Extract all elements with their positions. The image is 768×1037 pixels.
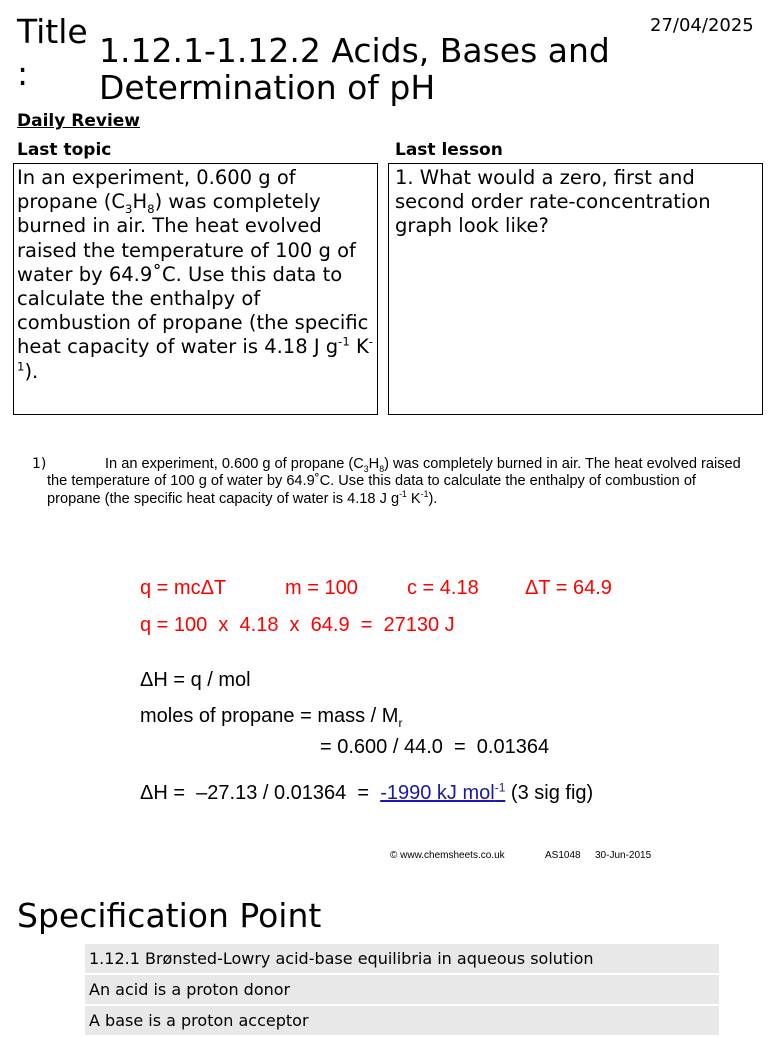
- topic-sub-2: 8: [147, 202, 155, 217]
- question-number: 1): [32, 456, 47, 472]
- footer-date: 30-Jun-2015: [595, 850, 652, 861]
- answer-sup: -1: [494, 780, 506, 795]
- sig-fig-note: (3 sig fig): [505, 782, 594, 804]
- question-text: [47, 456, 747, 508]
- title-colon: :: [17, 54, 29, 93]
- moles-sub: r: [398, 716, 403, 730]
- q-sub-1: 3: [363, 463, 369, 474]
- q-text-5: ).: [428, 490, 438, 507]
- lesson-date: 27/04/2025: [650, 15, 754, 36]
- topic-text-3: ) was completely burned in air. The heat evolved raised the temperature of 100 g of water by 64.9˚C. Use this data to calculate the enthalpy of combustion of propane (the specific heat capacity of water is 4.18 J g: [17, 190, 369, 359]
- equation-mass: m = 100: [285, 577, 358, 599]
- title-label: Title: [17, 12, 88, 51]
- last-topic-question-box: [13, 163, 378, 415]
- equation-specific-heat: c = 4.18: [407, 577, 479, 599]
- topic-text-2: H: [132, 190, 148, 214]
- specification-heading: Specification Point: [17, 896, 322, 935]
- spec-cell: An acid is a proton donor: [85, 974, 719, 1005]
- table-row: [85, 944, 719, 974]
- q-text-4: K: [406, 490, 421, 507]
- equation-delta-h: ΔH = q / mol: [140, 669, 251, 691]
- last-topic-heading: Last topic: [17, 140, 112, 160]
- moles-text: moles of propane = mass / M: [140, 705, 399, 727]
- q-text-2: H: [368, 456, 380, 472]
- footer-copyright: © www.chemsheets.co.uk: [390, 850, 505, 861]
- table-row: [85, 974, 719, 1005]
- topic-sup-1: -1: [338, 334, 350, 349]
- equation-q-value: q = 100 x 4.18 x 64.9 = 27130 J: [140, 614, 455, 636]
- equation-q-formula: q = mcΔT: [140, 577, 227, 599]
- answer-value: -1990 kJ mol: [380, 782, 495, 804]
- q-sup-1: -1: [399, 488, 407, 499]
- topic-sub-1: 3: [125, 202, 133, 217]
- q-text-1: In an experiment, 0.600 g of propane (C: [105, 456, 364, 472]
- page-title: 1.12.1-1.12.2 Acids, Bases and Determination of pH: [99, 31, 610, 107]
- footer-code: AS1048: [545, 850, 581, 861]
- topic-text-4: K: [349, 335, 369, 359]
- equation-moles: [140, 705, 402, 728]
- final-answer: [380, 782, 505, 804]
- topic-sup-2: -1: [17, 334, 374, 374]
- final-text: ΔH = –27.13 / 0.01364 =: [140, 782, 381, 804]
- last-lesson-question-box: [388, 163, 763, 415]
- last-lesson-question: 1. What would a zero, first and second order rate-concentration graph look like?: [395, 166, 711, 238]
- equation-moles-value: = 0.600 / 44.0 = 0.01364: [320, 736, 550, 758]
- topic-text-1: In an experiment, 0.600 g of propane (C: [17, 166, 296, 214]
- equation-final: [140, 782, 593, 805]
- q-sub-2: 8: [379, 463, 385, 474]
- specification-table: [85, 944, 719, 1037]
- topic-text-5: ).: [24, 359, 39, 383]
- table-row: [85, 1005, 719, 1036]
- q-sup-2: -1: [420, 488, 429, 499]
- spec-cell: A base is a proton acceptor: [85, 1005, 719, 1036]
- equation-temp-change: ΔT = 64.9: [525, 577, 612, 599]
- last-lesson-heading: Last lesson: [395, 140, 503, 160]
- daily-review-heading: Daily Review: [17, 111, 141, 131]
- spec-cell: 1.12.1 Brønsted-Lowry acid-base equilibria in aqueous solution: [85, 944, 719, 974]
- q-text-3: ) was completely burned in air. The heat evolved raised the temperature of 100 g of water by 64.9˚C. Use this data to calculate the enthalpy of combustion of propane (the specific heat capacity of water is 4.18 J g: [47, 456, 741, 507]
